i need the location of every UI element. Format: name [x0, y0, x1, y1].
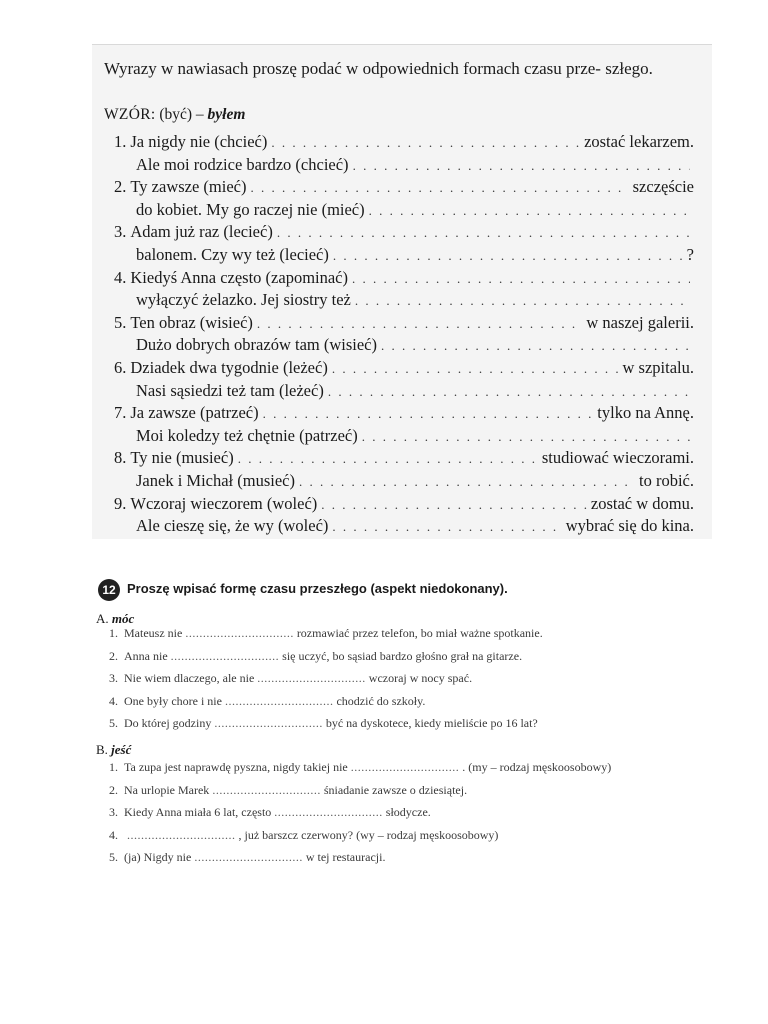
exercise-line	[114, 426, 694, 449]
exercise-line	[114, 471, 694, 494]
answer-blank[interactable]	[263, 406, 594, 422]
answer-blank[interactable]	[332, 361, 619, 377]
answer-blank[interactable]	[362, 429, 690, 445]
example-label: WZÓR:	[104, 106, 156, 123]
answer-blank[interactable]: ...............................	[214, 716, 323, 730]
exercise-line	[114, 132, 694, 155]
section-a-items	[96, 626, 736, 739]
answer-blank[interactable]	[352, 271, 690, 287]
line-number: 7.	[114, 403, 127, 423]
item-text-end: w tej restauracji.	[305, 850, 386, 864]
exercise-line	[114, 403, 694, 426]
item-text: Kiedy Anna miała 6 lat, często	[124, 805, 272, 819]
list-item	[96, 760, 736, 783]
item-text: Ta zupa jest naprawdę pyszna, nigdy takiej nie	[124, 760, 348, 774]
answer-blank[interactable]: ...............................	[257, 671, 366, 685]
exercise-line	[114, 155, 694, 178]
exercise-line	[114, 177, 694, 200]
answer-blank[interactable]: ...............................	[127, 827, 236, 842]
line-ending: wybrać się do kina.	[565, 516, 694, 536]
line-text: Dużo dobrych obrazów tam (wisieć)	[136, 335, 377, 355]
answer-blank[interactable]	[381, 338, 690, 354]
exercise-line	[114, 381, 694, 404]
line-text: wyłączyć żelazko. Jej siostry też	[136, 290, 351, 310]
line-text: Nasi sąsiedzi też tam (leżeć)	[136, 380, 324, 400]
list-item	[96, 716, 736, 739]
line-text: Wczoraj wieczorem (woleć)	[130, 493, 318, 513]
line-text: Ja nigdy nie (chcieć)	[130, 132, 268, 151]
exercise-line	[114, 245, 694, 268]
item-number: 3.	[109, 805, 118, 819]
line-ending: zostać lekarzem.	[584, 132, 694, 151]
item-text-end: , już barszcz czerwony? (wy – rodzaj męskoosobowy)	[238, 827, 499, 842]
item-text: Nie wiem dlaczego, ale nie	[124, 671, 255, 685]
answer-blank[interactable]: ...............................	[185, 626, 294, 640]
line-number: 8.	[114, 448, 127, 468]
list-item	[96, 649, 736, 672]
answer-blank[interactable]	[277, 225, 690, 241]
item-number: 1.	[109, 760, 118, 774]
exercise-line	[114, 448, 694, 471]
line-text: Ty zawsze (mieć)	[130, 177, 247, 197]
line-text: Ten obraz (wisieć)	[130, 312, 253, 332]
line-text: Janek i Michał (musieć)	[136, 470, 295, 490]
item-number: 2.	[109, 782, 118, 797]
line-text: Ale cieszę się, że wy (woleć)	[136, 516, 329, 536]
section-letter: A.	[96, 611, 109, 626]
item-text-end: się uczyć, bo sąsiad bardzo głośno grał na gitarze.	[282, 648, 523, 663]
answer-blank[interactable]: ...............................	[194, 850, 303, 864]
exercise12-title: Proszę wpisać formę czasu przeszłego (aspekt niedokonany).	[127, 581, 508, 596]
item-text-end: być na dyskotece, kiedy mieliście po 16 lat?	[325, 716, 538, 730]
item-text: Na urlopie Marek	[124, 782, 210, 797]
item-number: 3.	[109, 671, 118, 685]
item-number: 5.	[109, 716, 118, 730]
item-number: 1.	[109, 626, 118, 640]
item-text: (ja) Nigdy nie	[124, 850, 192, 864]
item-number: 2.	[109, 648, 118, 663]
list-item	[96, 850, 736, 873]
item-number: 4.	[109, 827, 118, 842]
line-text: Ale moi rodzice bardzo (chcieć)	[136, 154, 349, 174]
list-item	[96, 671, 736, 694]
answer-blank[interactable]	[369, 203, 690, 219]
item-text-end: słodycze.	[385, 805, 431, 819]
answer-blank[interactable]	[271, 135, 580, 151]
line-number: 3.	[114, 222, 127, 242]
item-text-end: rozmawiać przez telefon, bo miał ważne spotkanie.	[296, 626, 543, 640]
section-b-heading	[96, 742, 131, 758]
example-answer: byłem	[207, 106, 246, 123]
item-text-end: . (my – rodzaj męskoosobowy)	[462, 760, 612, 774]
section-verb: móc	[111, 611, 135, 626]
line-number: 2.	[114, 177, 127, 197]
exercise-line	[114, 268, 694, 291]
line-ending: w naszej galerii.	[586, 312, 694, 332]
item-number: 5.	[109, 850, 118, 864]
list-item	[96, 805, 736, 828]
exercise-line	[114, 222, 694, 245]
line-ending: to robić.	[639, 470, 694, 490]
line-text: Ty nie (musieć)	[130, 448, 234, 468]
line-number: 5.	[114, 312, 127, 332]
list-item	[96, 828, 736, 851]
line-ending: zostać w domu.	[590, 493, 694, 513]
item-text-end: śniadanie zawsze o dziesiątej.	[323, 782, 468, 797]
answer-blank[interactable]	[353, 158, 690, 174]
exercise-line	[114, 494, 694, 517]
line-ending: tylko na Annę.	[597, 403, 694, 423]
list-item	[96, 783, 736, 806]
list-item	[96, 694, 736, 717]
exercise-line	[114, 358, 694, 381]
line-text: Kiedyś Anna często (zapominać)	[130, 267, 349, 287]
answer-blank[interactable]	[257, 316, 582, 332]
exercise-line	[114, 200, 694, 223]
list-item	[96, 626, 736, 649]
line-number: 1.	[114, 132, 127, 151]
example-verb: (być) –	[159, 106, 204, 123]
answer-blank[interactable]: ...............................	[224, 693, 334, 708]
item-text: Do której godziny	[124, 716, 212, 730]
line-ending: w szpitalu.	[622, 357, 694, 377]
answer-blank[interactable]	[333, 248, 683, 264]
section-verb: jeść	[111, 742, 132, 757]
answer-blank[interactable]: ...............................	[212, 782, 321, 797]
line-text: Ja zawsze (patrzeć)	[130, 403, 259, 423]
line-ending: studiować wieczorami.	[541, 448, 694, 468]
line-text: Dziadek dwa tygodnie (leżeć)	[130, 357, 328, 377]
section-b-items	[96, 760, 736, 873]
answer-blank[interactable]: ...............................	[170, 648, 280, 663]
answer-blank[interactable]	[251, 180, 629, 196]
section-a-heading	[96, 611, 134, 627]
line-text: Adam już raz (lecieć)	[130, 222, 273, 242]
answer-blank[interactable]	[238, 451, 538, 467]
item-text: Mateusz nie	[124, 626, 183, 640]
exercise-line	[114, 516, 694, 539]
exercise-instruction: Wyrazy w nawiasach proszę podać w odpowiednich formach czasu prze- szłego.	[104, 59, 653, 78]
exercise-line	[114, 290, 694, 313]
exercise-number-badge: 12	[98, 579, 120, 601]
exercise-lines	[114, 132, 694, 539]
example-line	[104, 105, 245, 125]
line-text: do kobiet. My go raczej nie (mieć)	[136, 199, 365, 219]
line-number: 4.	[114, 267, 127, 287]
section-letter: B.	[96, 742, 108, 757]
item-text-end: chodzić do szkoły.	[336, 693, 426, 708]
item-text-end: wczoraj w nocy spać.	[368, 671, 473, 685]
line-number: 6.	[114, 357, 127, 377]
answer-blank[interactable]: ...............................	[274, 805, 383, 819]
answer-blank[interactable]	[332, 519, 561, 535]
answer-blank[interactable]	[321, 497, 587, 513]
line-number: 9.	[114, 493, 127, 513]
line-ending: ?	[686, 244, 694, 264]
exercise-line	[114, 335, 694, 358]
item-text: Anna nie	[124, 648, 168, 663]
line-text: Moi koledzy też chętnie (patrzeć)	[136, 425, 358, 445]
item-text: One były chore i nie	[124, 693, 222, 708]
answer-blank[interactable]	[355, 293, 690, 309]
line-text: balonem. Czy wy też (lecieć)	[136, 244, 329, 264]
line-ending: szczęście	[632, 177, 694, 197]
item-number: 4.	[109, 693, 118, 708]
answer-blank[interactable]	[299, 474, 635, 490]
exercise-line	[114, 313, 694, 336]
answer-blank[interactable]: ...............................	[350, 760, 460, 774]
answer-blank[interactable]	[328, 384, 690, 400]
